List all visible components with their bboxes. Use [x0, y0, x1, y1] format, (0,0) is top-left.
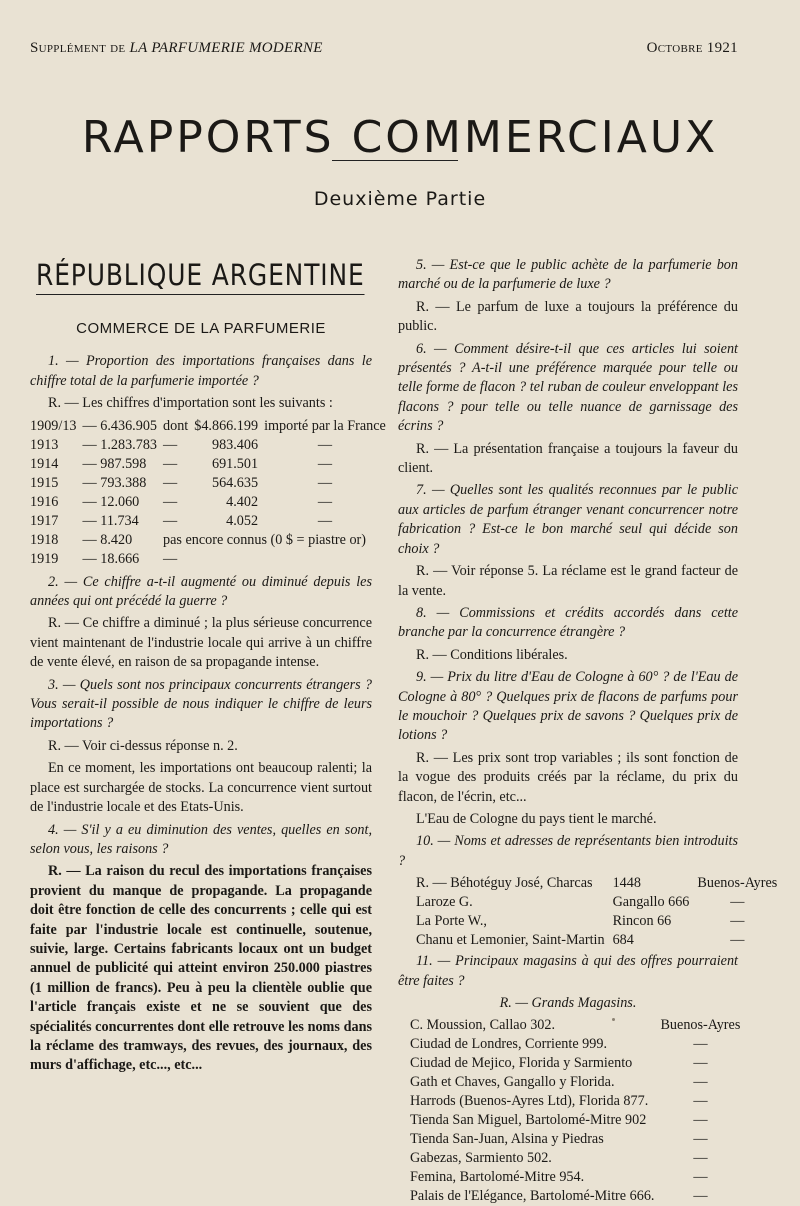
list-item	[410, 1149, 746, 1168]
running-header-date: Octobre 1921	[646, 40, 738, 56]
rep-name: Chanu et Lemonier, Saint-Martin	[416, 932, 605, 949]
page-title: RAPPORTS COMMERCIAUX	[81, 112, 719, 163]
stat-total: — 1.283.783	[82, 436, 157, 453]
table-row	[30, 512, 392, 531]
stat-total: — 12.060	[82, 493, 140, 510]
question-8: 8. — Commissions et crédits accordés dans cette branche par la concurrence étrangère ?	[398, 604, 738, 641]
answer-6: R. — La présentation française a toujours la faveur du client.	[398, 440, 738, 477]
store-name: Tienda San Miguel, Bartolomé-Mitre 902	[410, 1112, 647, 1129]
question-6: 6. — Comment désire-t-il que ces articles lui soient présentés ? A-t-il une préférence marquée pour telle ou telle forme de flacon ? tel ruban de couleur enveloppant les flacons ? pour telle ou telle nuance de garnissage des écrins ?	[398, 340, 738, 435]
question-5: 5. — Est-ce que le public achète de la parfumerie bon marché ou de la parfumerie de luxe ?	[398, 257, 738, 293]
table-row	[416, 893, 785, 912]
list-item	[410, 1035, 746, 1054]
stat-year: 1914	[30, 455, 59, 472]
list-item	[410, 1130, 746, 1149]
store-name: Gabezas, Sarmiento 502.	[410, 1150, 552, 1167]
stat-mid: —	[163, 493, 178, 510]
store-name: Harrods (Buenos-Ayres Ltd), Florida 877.	[410, 1093, 649, 1110]
table-row	[30, 550, 392, 569]
rep-city: Buenos-Ayres	[697, 875, 778, 892]
question-9: 9. — Prix du litre d'Eau de Cologne à 60° ? de l'Eau de Cologne à 80° ? Quelques prix de flacons de parfums pour le mouchoir ? Quelques prix de savons ? Quelques prix de lotions ?	[398, 669, 738, 744]
table-row	[30, 493, 392, 512]
store-name: Femina, Bartolomé-Mitre 954.	[410, 1169, 585, 1186]
import-statistics-table	[30, 417, 392, 569]
rep-name: Laroze G.	[416, 894, 473, 911]
question-3: 3. — Quels sont nos principaux concurrents étrangers ? Vous serait-il possible de nous indiquer le chiffre de leurs importations ?	[30, 676, 372, 732]
stat-mid: —	[163, 436, 178, 453]
store-city: —	[693, 1169, 708, 1186]
store-name: Palais de l'Elégance, Bartolomé-Mitre 666.	[410, 1188, 655, 1205]
stat-note: —	[317, 436, 333, 453]
list-item	[410, 1168, 746, 1187]
rep-name: R. — Béhotéguy José, Charcas	[416, 875, 593, 892]
answer-9-continued: L'Eau de Cologne du pays tient le marché.	[416, 810, 657, 827]
stat-note: —	[317, 455, 333, 472]
stat-mid: —	[163, 455, 178, 472]
rep-address: Gangallo 666	[612, 894, 690, 911]
store-name: Gath et Chaves, Gangallo y Florida.	[410, 1074, 615, 1091]
left-column	[30, 258, 386, 1079]
answer-1: R. — Les chiffres d'importation sont les suivants :	[48, 395, 333, 412]
store-name: Tienda San-Juan, Alsina y Piedras	[410, 1131, 604, 1148]
table-row	[30, 417, 392, 436]
list-item	[410, 1073, 746, 1092]
stat-mid: dont	[163, 417, 189, 434]
answer-11: R. — Grands Magasins.	[499, 995, 637, 1011]
country-heading: RÉPUBLIQUE ARGENTINE	[36, 258, 365, 295]
store-city: —	[693, 1093, 708, 1110]
header-publication: LA PARFUMERIE MODERNE	[129, 40, 323, 56]
stat-year: 1915	[30, 474, 59, 491]
store-city: —	[693, 1150, 708, 1167]
stat-year: 1909/13	[30, 417, 77, 434]
stat-year: 1919	[30, 550, 59, 567]
stat-france: 564.635	[211, 474, 259, 491]
table-row	[30, 455, 392, 474]
table-row	[30, 436, 392, 455]
list-item	[410, 1054, 746, 1073]
page-subtitle: Deuxième Partie	[313, 188, 487, 210]
table-row	[416, 931, 785, 950]
stat-total: — 11.734	[82, 512, 139, 529]
stat-total: — 6.436.905	[82, 417, 157, 434]
rep-address: Rincon 66	[612, 913, 672, 930]
stat-note: —	[317, 474, 333, 491]
stat-year: 1918	[30, 531, 59, 548]
rep-name: La Porte W.,	[416, 913, 487, 930]
stat-mid: —	[163, 512, 178, 529]
answer-9: R. — Les prix sont trop variables ; ils sont fonction de la vogue des produits créés par la réclame, du prix du flacon, de l'écrin, etc...	[398, 749, 738, 805]
question-4: 4. — S'il y a eu diminution des ventes, quelles en sont, selon vous, les raisons ?	[30, 821, 372, 857]
rep-address: 684	[612, 932, 634, 949]
store-city: —	[693, 1074, 708, 1091]
stat-note: importé par la France	[264, 417, 386, 434]
store-city: —	[693, 1036, 708, 1053]
store-name: Ciudad de Mejico, Florida y Sarmiento	[410, 1055, 633, 1072]
question-7: 7. — Quelles sont les qualités reconnues par le public aux articles de parfum étranger venant concurrencer notre fabrication ? Est-ce le bon marché seul qui décide son choix ?	[398, 482, 738, 557]
print-speck	[612, 1018, 615, 1021]
table-row	[416, 874, 785, 893]
section-heading: COMMERCE DE LA PARFUMERIE	[76, 320, 326, 337]
list-item	[410, 1016, 746, 1035]
stat-mid: —	[163, 550, 178, 567]
stat-total: — 18.666	[82, 550, 140, 567]
running-header-left	[30, 40, 323, 57]
question-2: 2. — Ce chiffre a-t-il augmenté ou diminué depuis les années qui ont précédé la guerre ?	[30, 573, 372, 610]
rep-address: 1448	[612, 875, 641, 892]
stat-total: — 793.388	[82, 474, 147, 491]
answer-7: R. — Voir réponse 5. La réclame est le grand facteur de la vente.	[398, 563, 738, 599]
list-item	[410, 1111, 746, 1130]
question-1: 1. — Proportion des importations françaises dans le chiffre total de la parfumerie importée ?	[30, 353, 372, 389]
table-row	[416, 912, 785, 931]
table-row	[30, 531, 392, 550]
stat-mid: —	[163, 474, 178, 491]
table-row	[30, 474, 392, 493]
rep-city: —	[730, 913, 745, 930]
store-name: C. Moussion, Callao 302.	[410, 1017, 556, 1034]
stat-france: 691.501	[211, 455, 259, 472]
answer-3-continued: En ce moment, les importations ont beaucoup ralenti; la place est surchargée de stocks. La concurrence vient surtout de l'industrie locale et des Etats-Unis.	[30, 760, 372, 816]
stat-france: 4.402	[226, 493, 259, 510]
stat-year: 1916	[30, 493, 59, 510]
question-11: 11. — Principaux magasins à qui des offres pourraient être faites ?	[398, 953, 738, 989]
answer-4: R. — La raison du recul des importations françaises provient du manque de propagande. La propagande doit être fonction de celle des concurrents ; celle qui est faite par l'industrie locale est continuelle, soutenue, suivie, large. Certains fabricants locaux ont un budget annuel de publicité qui atteint environ 250.000 piastres (1 million de francs). Peu à peu la clientèle oublie que l'article français existe et ne se souvient que des spécialités concurrentes dont elle retrouve les noms dans la réclame des tramways, des revues, des journaux, des murs d'affichage, etc..., etc...	[30, 863, 372, 1074]
header-prefix: Supplément de	[30, 40, 126, 56]
stores-table	[410, 1016, 746, 1206]
stat-france: 4.052	[226, 512, 259, 529]
stat-note: —	[317, 493, 333, 510]
list-item	[410, 1187, 746, 1206]
rep-city: —	[730, 894, 745, 911]
stat-year: 1917	[30, 512, 59, 529]
store-city: —	[693, 1112, 708, 1129]
store-name: Ciudad de Londres, Corriente 999.	[410, 1036, 608, 1053]
stat-france: 983.406	[211, 436, 259, 453]
store-city: —	[693, 1188, 708, 1205]
answer-8: R. — Conditions libérales.	[416, 646, 568, 663]
stat-mid: pas encore connus (0 $ = piastre or)	[163, 531, 367, 548]
answer-5: R. — Le parfum de luxe a toujours la préférence du public.	[398, 298, 738, 335]
representatives-table	[416, 874, 785, 950]
title-rule	[332, 160, 458, 161]
answer-2: R. — Ce chiffre a diminué ; la plus sérieuse concurrence vient maintenant de l'industrie locale qui arrive à un chiffre de vente élevé, en raison de sa propagande intense.	[30, 615, 372, 671]
stat-total: — 8.420	[82, 531, 133, 548]
rep-city: —	[730, 932, 745, 949]
store-city: Buenos-Ayres	[660, 1017, 741, 1034]
answer-3: R. — Voir ci-dessus réponse n. 2.	[48, 737, 238, 754]
store-city: —	[693, 1131, 708, 1148]
stat-france: $4.866.199	[194, 417, 259, 434]
stat-year: 1913	[30, 436, 59, 453]
question-10: 10. — Noms et adresses de représentants bien introduits ?	[398, 833, 738, 869]
list-item	[410, 1092, 746, 1111]
right-column	[398, 256, 778, 1206]
stat-total: — 987.598	[82, 455, 147, 472]
stat-note: —	[317, 512, 333, 529]
store-city: —	[693, 1055, 708, 1072]
